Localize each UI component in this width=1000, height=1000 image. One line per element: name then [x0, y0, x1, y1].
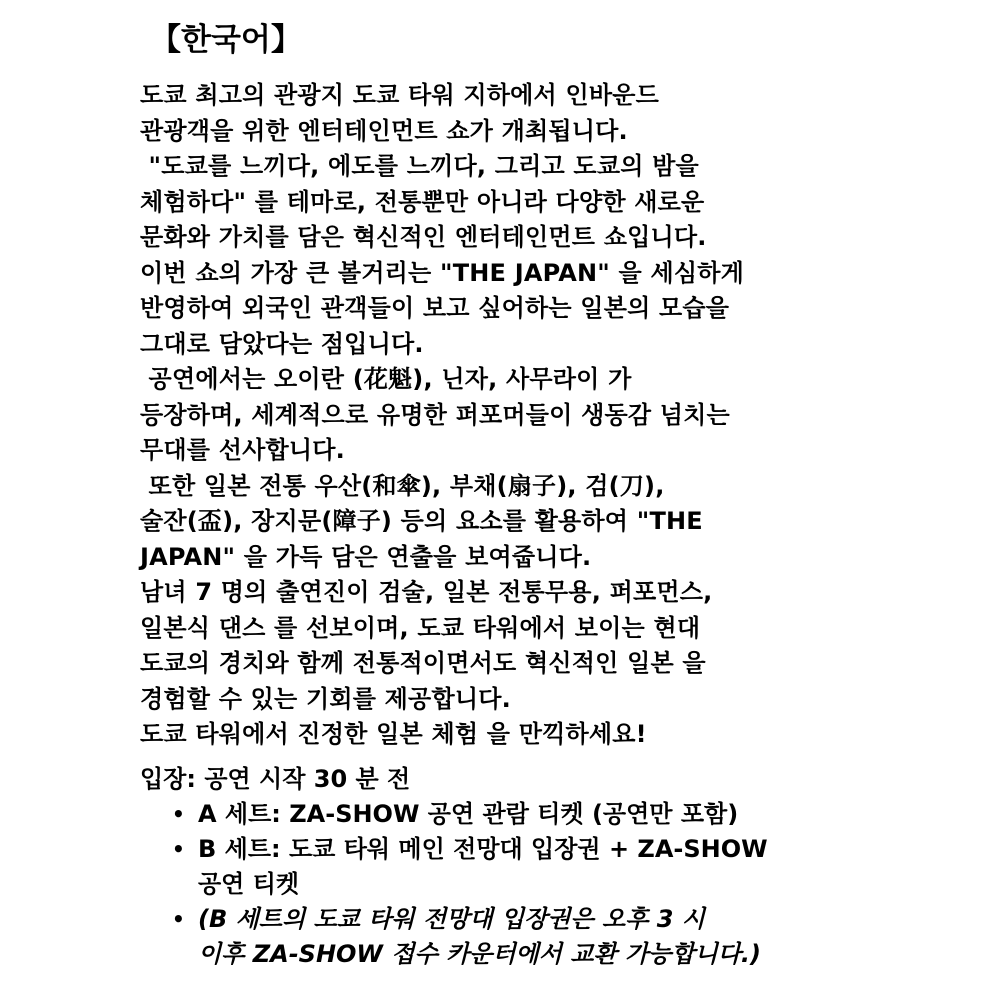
body-line: 관광객을 위한 엔터테인먼트 쇼가 개최됩니다. — [140, 116, 628, 145]
body-line: 이번 쇼의 가장 큰 볼거리는 "THE JAPAN" 을 세심하게 — [140, 258, 744, 287]
body-line: 또한 일본 전통 우산(和傘), 부채(扇子), 검(刀), — [140, 471, 665, 500]
section-heading: 【한국어】 — [150, 22, 302, 58]
ticket-list — [140, 797, 880, 972]
ticket-line: 공연 티켓 — [198, 870, 300, 898]
body-line: 술잔(盃), 장지문(障子) 등의 요소를 활용하여 "THE — [140, 507, 703, 535]
body-line: 도쿄 최고의 관광지 도쿄 타워 지하에서 인바운드 — [140, 81, 660, 109]
body-text — [140, 78, 880, 753]
body-line: 반영하여 외국인 관객들이 보고 싶어하는 일본의 모습을 — [140, 294, 730, 322]
body-line: 공연에서는 오이란 (花魁), 닌자, 사무라이 가 — [140, 365, 632, 393]
body-line: JAPAN" 을 가득 담은 연출을 보여줍니다. — [140, 542, 592, 571]
bullet-icon: • — [172, 802, 185, 826]
admission-title: 입장: 공연 시작 30 분 전 — [140, 765, 411, 793]
body-line: 도쿄의 경치와 함께 전통적이면서도 혁신적인 일본 을 — [140, 649, 706, 677]
body-line: 도쿄 타워에서 진정한 일본 체험 을 만끽하세요! — [140, 720, 647, 748]
body-line: 경험할 수 있는 기회를 제공합니다. — [140, 684, 511, 713]
body-line: 체험하다" 를 테마로, 전통뿐만 아니라 다양한 새로운 — [140, 187, 705, 216]
bullet-icon: • — [172, 837, 185, 861]
body-line: 등장하며, 세계적으로 유명한 퍼포머들이 생동감 넘치는 — [140, 400, 730, 429]
ticket-line: A 세트: ZA-SHOW 공연 관람 티켓 (공연만 포함) — [198, 800, 739, 828]
bullet-icon: • — [172, 907, 185, 931]
ticket-note-line: 이후 ZA-SHOW 접수 카운터에서 교환 가능합니다.) — [198, 940, 761, 968]
ticket-line: B 세트: 도쿄 타워 메인 전망대 입장권 + ZA-SHOW — [198, 835, 768, 863]
body-line: 문화와 가치를 담은 혁신적인 엔터테인먼트 쇼입니다. — [140, 223, 707, 251]
list-item — [140, 902, 880, 972]
admission-info — [140, 762, 880, 972]
body-line: 남녀 7 명의 출연진이 검술, 일본 전통무용, 퍼포먼스, — [140, 578, 713, 606]
body-line: 무대를 선사합니다. — [140, 436, 345, 464]
ticket-note-line: (B 세트의 도쿄 타워 전망대 입장권은 오후 3 시 — [198, 905, 705, 933]
list-item — [140, 832, 880, 902]
body-line: 그대로 담았다는 점입니다. — [140, 329, 424, 358]
body-line: 일본식 댄스 를 선보이며, 도쿄 타워에서 보이는 현대 — [140, 613, 701, 642]
list-item — [140, 797, 880, 832]
body-line: "도쿄를 느끼다, 에도를 느끼다, 그리고 도쿄의 밤을 — [140, 152, 699, 180]
